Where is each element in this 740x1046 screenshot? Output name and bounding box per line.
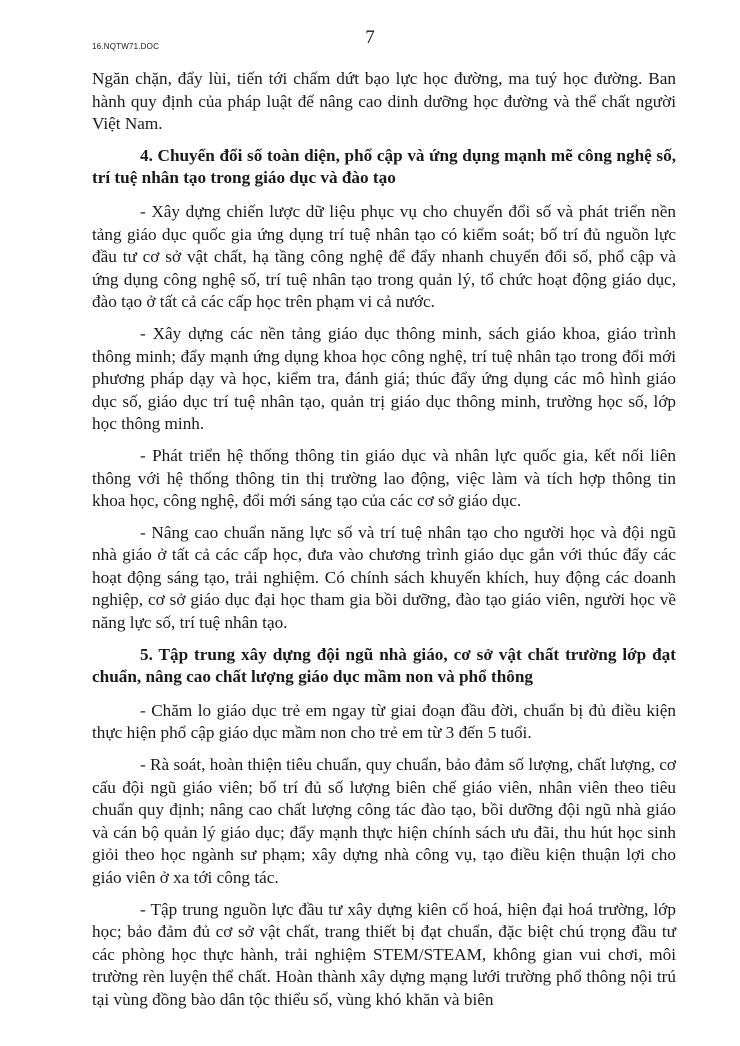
document-body bbox=[92, 68, 676, 1021]
page-number: 7 bbox=[365, 27, 375, 48]
paragraph-item: - Xây dựng chiến lược dữ liệu phục vụ cho chuyển đổi số và phát triển nền tảng giáo dục quốc gia ứng dụng trí tuệ nhân tạo có kiểm soát; bố trí đủ nguồn lực đầu tư cơ sở vật chất, hạ tầng công nghệ để đẩy nhanh chuyển đổi số, phổ cập và ứng dụng công nghệ số, trí tuệ nhân tạo trong quản lý, tổ chức hoạt động giáo dục, đào tạo ở tất cả các cấp học trên phạm vi cả nước. bbox=[92, 201, 676, 312]
paragraph-item: - Tập trung nguồn lực đầu tư xây dựng kiên cố hoá, hiện đại hoá trường, lớp học; bảo đảm đủ cơ sở vật chất, trang thiết bị đạt chuẩn, đặc biệt chú trọng đầu tư các phòng học thực hành, trải nghiệm STEM/STEAM, không gian vui chơi, môi trường rèn luyện thể chất. Hoàn thành xây dựng mạng lưới trường phổ thông nội trú tại vùng đồng bào dân tộc thiểu số, vùng khó khăn và biên bbox=[92, 899, 676, 1009]
document-code: 16.NQTW71.DOC bbox=[92, 42, 160, 51]
paragraph-item: - Nâng cao chuẩn năng lực số và trí tuệ nhân tạo cho người học và đội ngũ nhà giáo ở tất cả các cấp học, đưa vào chương trình giáo dục gắn với thúc đẩy các hoạt động sáng tạo, trải nghiệm. Có chính sách khuyến khích, huy động các doanh nghiệp, cơ sở giáo dục đại học tham gia bồi dưỡng, đào tạo giáo viên, người học về năng lực số, trí tuệ nhân tạo. bbox=[92, 522, 676, 633]
paragraph-item: - Phát triển hệ thống thông tin giáo dục và nhân lực quốc gia, kết nối liên thông với hệ thống thông tin thị trường lao động, việc làm và tích hợp thông tin khoa học, công nghệ, đổi mới sáng tạo của các cơ sở giáo dục. bbox=[92, 445, 676, 511]
paragraph-item: - Chăm lo giáo dục trẻ em ngay từ giai đoạn đầu đời, chuẩn bị đủ điều kiện thực hiện phổ cập giáo dục mầm non cho trẻ em từ 3 đến 5 tuổi. bbox=[92, 700, 676, 743]
paragraph-item: - Rà soát, hoàn thiện tiêu chuẩn, quy chuẩn, bảo đảm số lượng, chất lượng, cơ cấu đội ngũ giáo viên; bố trí đủ số lượng biên chế giáo viên, nhân viên theo tiêu chuẩn quy định; nâng cao chất lượng công tác đào tạo, bồi dưỡng đội ngũ nhà giáo và cán bộ quản lý giáo dục; đẩy mạnh thực hiện chính sách ưu đãi, thu hút học sinh giỏi theo học ngành sư phạm; xây dựng nhà công vụ, tạo điều kiện thuận lợi cho giáo viên ở xa tới công tác. bbox=[92, 755, 676, 887]
section-heading-4: 4. Chuyển đổi số toàn diện, phổ cập và ứng dụng mạnh mẽ công nghệ số, trí tuệ nhân tạo trong giáo dục và đào tạo bbox=[92, 145, 676, 188]
paragraph-item: - Xây dựng các nền tảng giáo dục thông minh, sách giáo khoa, giáo trình thông minh; đẩy mạnh ứng dụng khoa học công nghệ, trí tuệ nhân tạo trong đổi mới phương pháp dạy và học, kiểm tra, đánh giá; thúc đẩy ứng dụng các mô hình giáo dục số, giáo dục trí tuệ nhân tạo, quản trị giáo dục thông minh, trường học số, lớp học thông minh. bbox=[92, 323, 676, 434]
section-heading-5: 5. Tập trung xây dựng đội ngũ nhà giáo, cơ sở vật chất trường lớp đạt chuẩn, nâng cao chất lượng giáo dục mầm non và phổ thông bbox=[92, 644, 676, 687]
paragraph-intro: Ngăn chặn, đẩy lùi, tiến tới chấm dứt bạo lực học đường, ma tuý học đường. Ban hành quy định của pháp luật để nâng cao dinh dưỡng học đường và thể chất người Việt Nam. bbox=[92, 69, 676, 134]
